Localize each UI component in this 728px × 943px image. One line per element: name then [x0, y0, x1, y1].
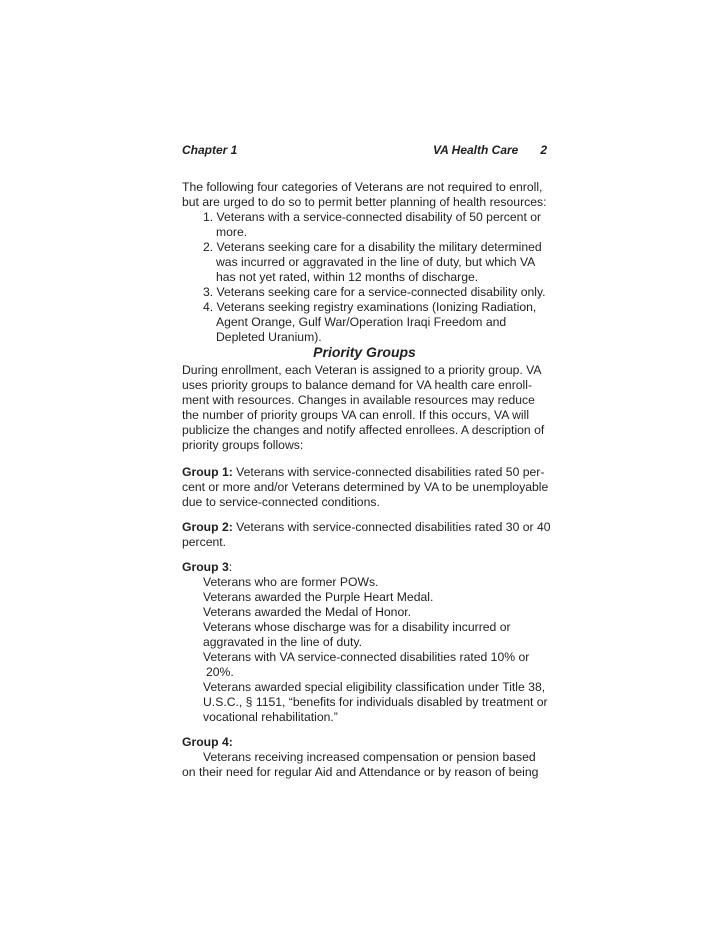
- group-2-label: Group 2:: [182, 520, 233, 534]
- group-3-line: U.S.C., § 1151, “benefits for individuals disabled by treatment or: [203, 695, 548, 709]
- intro-line: The following four categories of Veterans are not required to enroll,: [182, 180, 543, 194]
- group-2-text: Veterans with service-connected disabilities rated 30 or 40: [232, 520, 551, 534]
- list-item-continuation: was incurred or aggravated in the line of duty, but which VA: [216, 255, 536, 269]
- group-3-line: aggravated in the line of duty.: [203, 635, 362, 649]
- group-3-colon: :: [228, 560, 233, 574]
- group-3-label: Group 3: [182, 560, 229, 574]
- group-1-line: due to service-connected conditions.: [182, 495, 380, 509]
- group-3-line: Veterans with VA service-connected disabilities rated 10% or: [203, 650, 530, 664]
- list-item: 4. Veterans seeking registry examinations (Ionizing Radiation,: [203, 300, 537, 314]
- list-item: 3. Veterans seeking care for a service-connected disability only.: [203, 285, 546, 299]
- paragraph-line: During enrollment, each Veteran is assigned to a priority group. VA: [182, 363, 542, 377]
- group-4-line: Veterans receiving increased compensation or pension based: [203, 750, 536, 764]
- group-2-line: percent.: [182, 535, 227, 549]
- group-3-line: Veterans awarded the Purple Heart Medal.: [203, 590, 434, 604]
- paragraph-line: the number of priority groups VA can enroll. If this occurs, VA will: [182, 408, 530, 422]
- paragraph-line: ment with resources. Changes in available resources may reduce: [182, 393, 535, 407]
- group-1-text: Veterans with service-connected disabilities rated 50 per-: [232, 465, 545, 479]
- group-3-line: Veterans whose discharge was for a disability incurred or: [203, 620, 511, 634]
- section-title: VA Health Care: [433, 143, 519, 157]
- group-4-label: Group 4:: [182, 735, 233, 749]
- paragraph-line: priority groups follows:: [182, 438, 304, 452]
- page-header: [182, 143, 547, 159]
- group-3-line: Veterans awarded special eligibility classification under Title 38,: [203, 680, 546, 694]
- group-1-line: cent or more and/or Veterans determined by VA to be unemployable: [182, 480, 549, 494]
- list-item-continuation: Agent Orange, Gulf War/Operation Iraqi Freedom and: [216, 315, 507, 329]
- group-4-line: on their need for regular Aid and Attendance or by reason of being: [182, 765, 539, 779]
- group-3-heading: [182, 560, 232, 575]
- group-4-heading: [182, 735, 233, 750]
- paragraph-line: publicize the changes and notify affected enrollees. A description of: [182, 423, 545, 437]
- list-item-continuation: Depleted Uranium).: [216, 330, 322, 344]
- list-item: 2. Veterans seeking care for a disability the military determined: [203, 240, 542, 254]
- group-1-label: Group 1:: [182, 465, 233, 479]
- page-number: 2: [540, 143, 547, 157]
- group-3-line: vocational rehabilitation.”: [203, 710, 338, 724]
- group-1-line: [182, 465, 544, 480]
- paragraph-line: uses priority groups to balance demand for VA health care enroll-: [182, 378, 533, 392]
- group-3-line: 20%.: [206, 665, 234, 679]
- section-heading: Priority Groups: [313, 344, 416, 360]
- list-item-continuation: has not yet rated, within 12 months of discharge.: [216, 270, 479, 284]
- list-item: 1. Veterans with a service-connected disability of 50 percent or: [203, 210, 542, 224]
- chapter-label: Chapter 1: [182, 143, 238, 157]
- group-3-line: Veterans awarded the Medal of Honor.: [203, 605, 411, 619]
- group-3-line: Veterans who are former POWs.: [203, 575, 379, 589]
- group-2-line: [182, 520, 551, 535]
- list-item-continuation: more.: [216, 225, 248, 239]
- intro-line: but are urged to do so to permit better planning of health resources:: [182, 195, 547, 209]
